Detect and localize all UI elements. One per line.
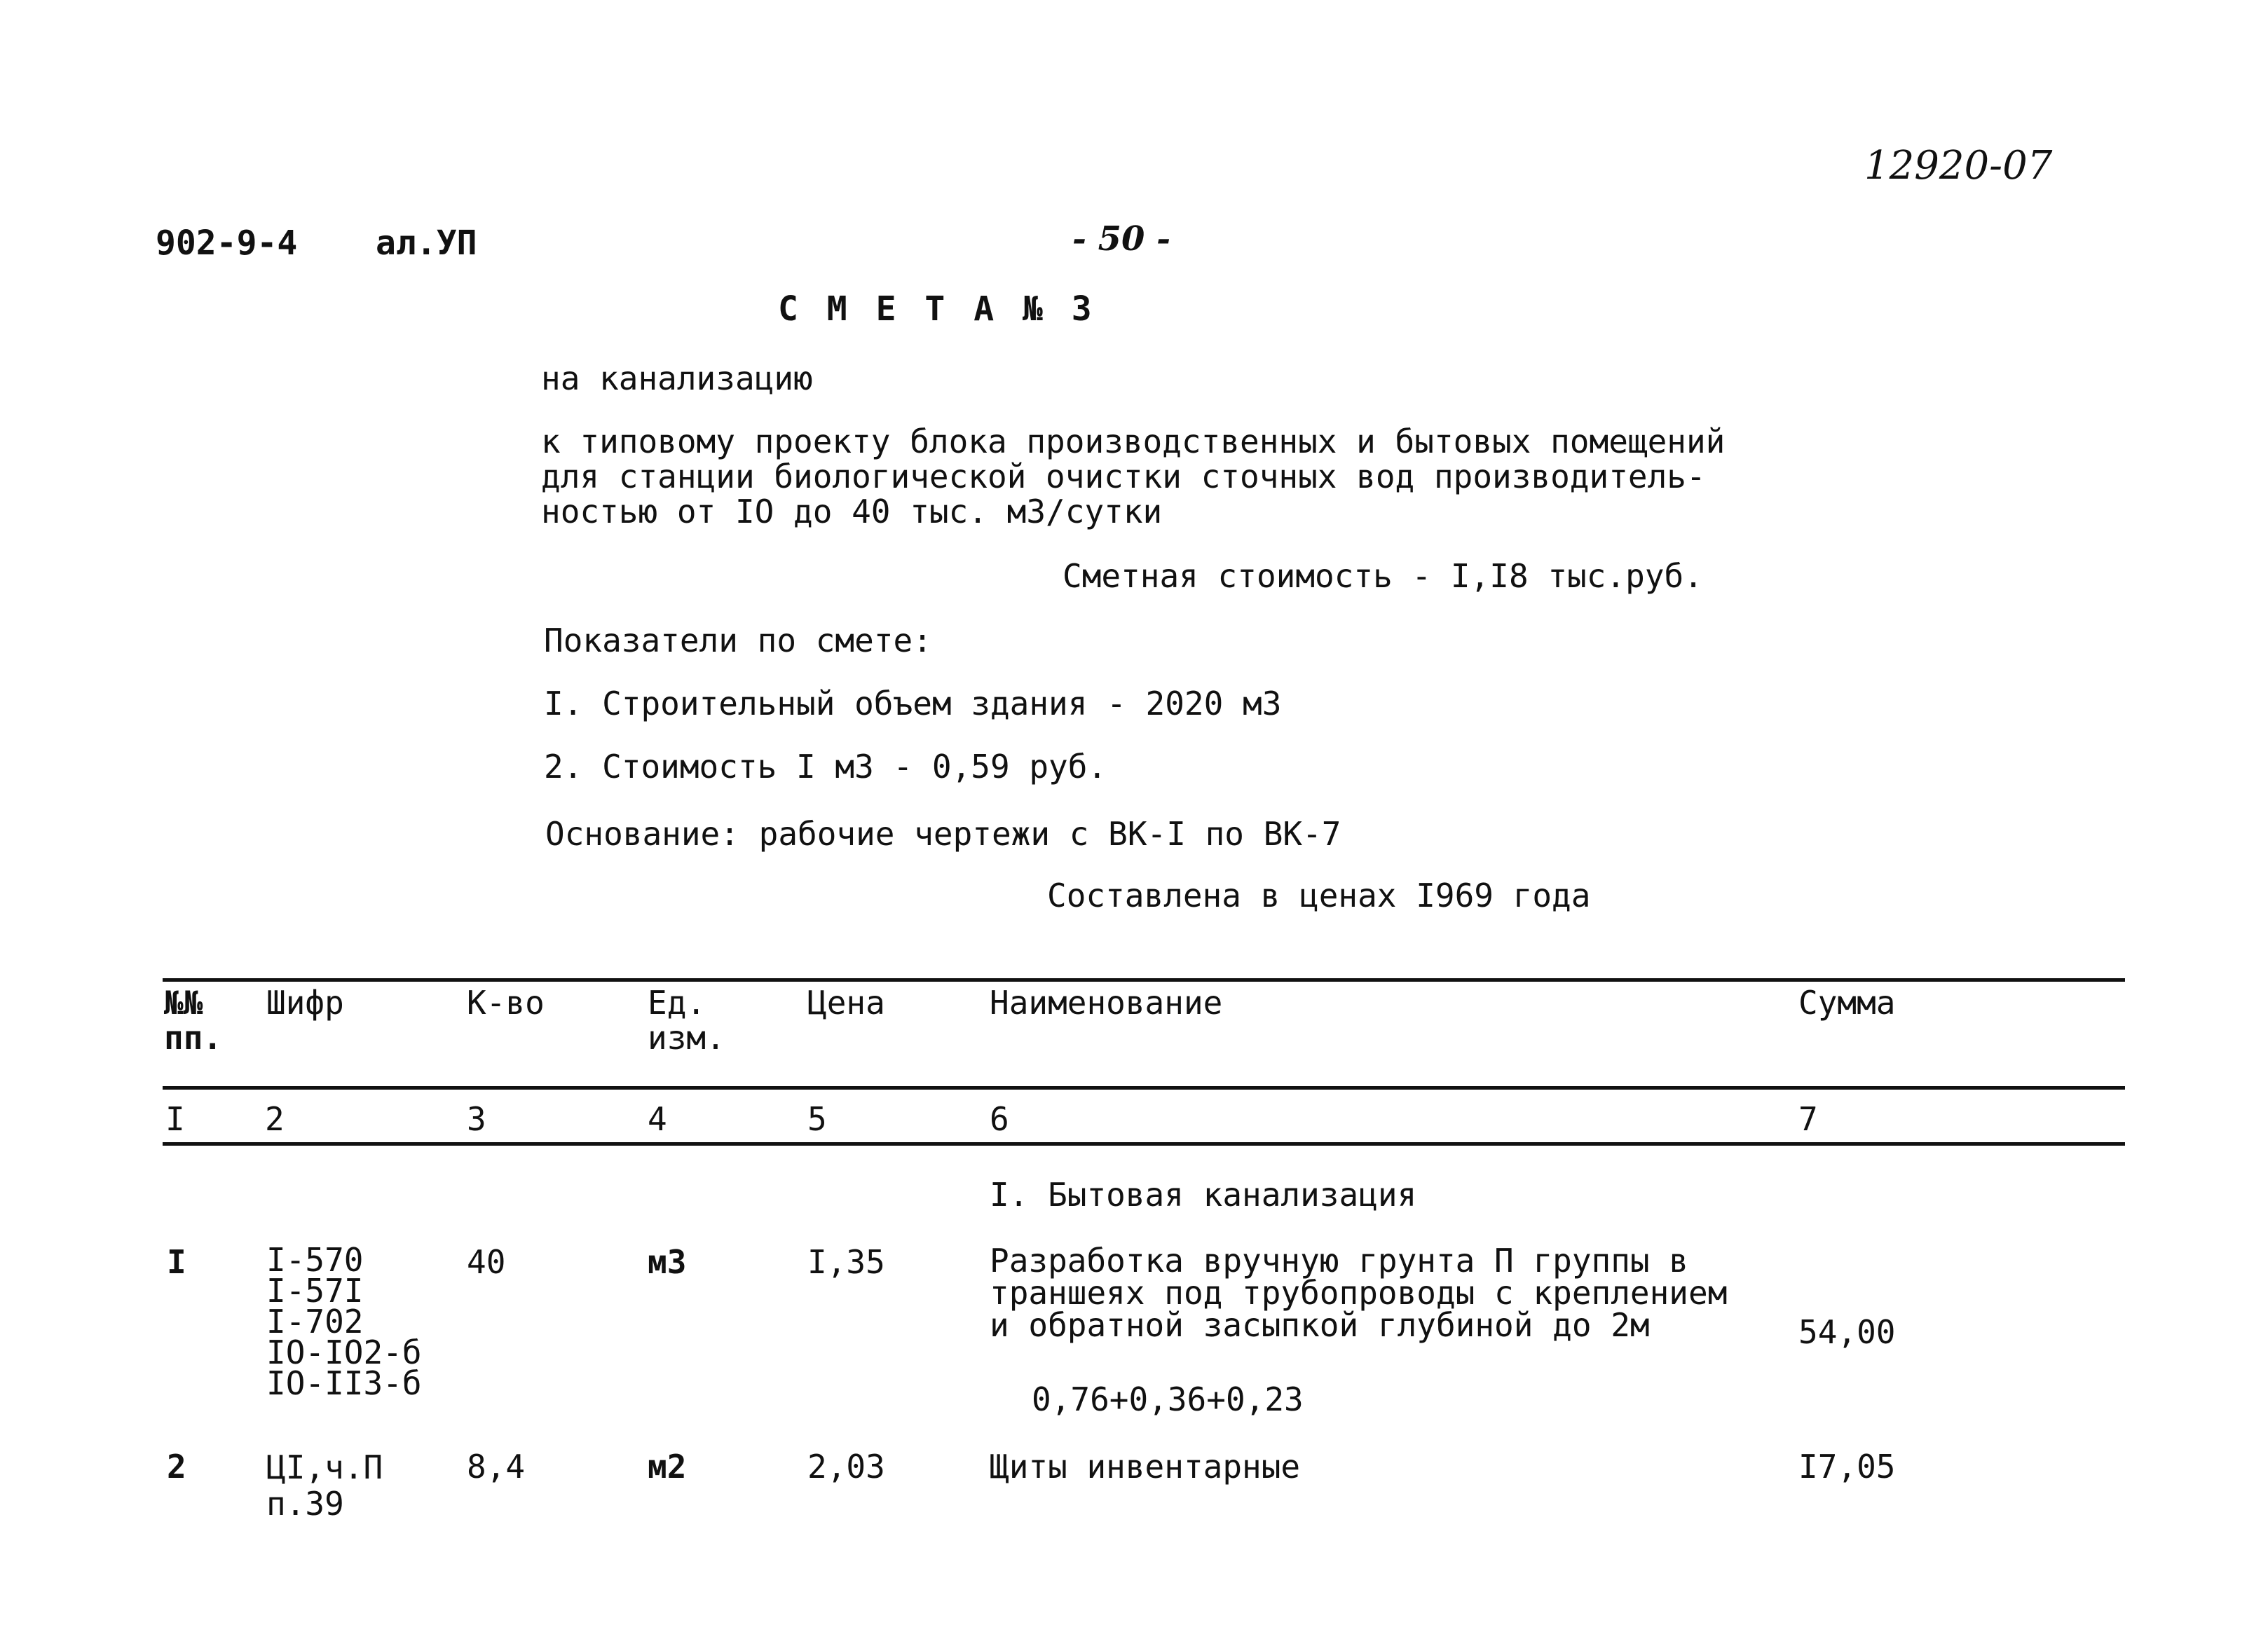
column-number-2: 2 bbox=[265, 1100, 285, 1138]
header-bottom-rule bbox=[163, 1086, 2125, 1090]
column-number-5: 5 bbox=[807, 1100, 827, 1138]
header-unit: Ед. изм. bbox=[648, 984, 725, 1057]
header-name: Наименование bbox=[990, 984, 1223, 1022]
column-number-4: 4 bbox=[648, 1100, 667, 1138]
archive-code: 12920-07 bbox=[1864, 143, 2053, 188]
row-2-sum: I7,05 bbox=[1798, 1448, 1896, 1486]
page-number: - 50 - bbox=[1072, 219, 1171, 259]
indicator-unit-cost: 2. Стоимость I м3 - 0,59 руб. bbox=[544, 748, 1107, 786]
row-1-calc: 0,76+0,36+0,23 bbox=[1032, 1380, 1304, 1418]
column-numbers-rule bbox=[163, 1142, 2125, 1146]
indicator-volume: I. Строительный объем здания - 2020 м3 bbox=[544, 685, 1282, 722]
header-sum: Сумма bbox=[1798, 984, 1896, 1022]
album-number: ал.УП bbox=[376, 224, 477, 263]
header-code: Шифр bbox=[266, 984, 344, 1022]
project-line-2: для станции биологической очистки сточных вод производитель- bbox=[541, 458, 1706, 495]
row-1-price: I,35 bbox=[807, 1243, 885, 1281]
project-line-1: к типовому проекту блока производственных и бытовых помещений bbox=[541, 423, 1726, 460]
header-num: №№ пп. bbox=[164, 984, 223, 1057]
project-line-3: ностью от IO до 40 тыс. м3/сутки bbox=[541, 493, 1163, 530]
table-top-rule bbox=[163, 978, 2125, 982]
row-2-price: 2,03 bbox=[807, 1448, 885, 1486]
row-1-num: I bbox=[167, 1243, 186, 1281]
row-2-code: ЦI,ч.П п.39 bbox=[266, 1448, 383, 1523]
column-number-7: 7 bbox=[1798, 1100, 1818, 1138]
column-number-1: I bbox=[165, 1100, 185, 1138]
header-qty: К-во bbox=[467, 984, 545, 1022]
estimated-cost: Сметная стоимость - I,I8 тыс.руб. bbox=[1063, 557, 1703, 595]
document-subtitle: на канализацию bbox=[541, 359, 813, 397]
row-1-qty: 40 bbox=[467, 1243, 506, 1281]
section-title: I. Бытовая канализация bbox=[990, 1176, 1417, 1214]
column-number-6: 6 bbox=[990, 1100, 1009, 1138]
row-2-qty: 8,4 bbox=[467, 1448, 526, 1486]
row-1-code: I-570 I-57I I-702 IO-IO2-б IO-II3-б bbox=[266, 1241, 422, 1402]
row-1-unit: м3 bbox=[648, 1243, 687, 1281]
doc-code: 902-9-4 bbox=[156, 224, 298, 263]
column-number-3: 3 bbox=[467, 1100, 486, 1138]
row-1-name: Разработка вручную грунта П группы в траншеях под трубопроводы с креплением и обратной засыпкой глубиной до 2м bbox=[990, 1242, 1728, 1344]
prices-note: Составлена в ценах I969 года bbox=[1047, 877, 1591, 914]
row-1-sum: 54,00 bbox=[1798, 1313, 1896, 1351]
row-2-num: 2 bbox=[167, 1448, 186, 1486]
indicators-heading: Показатели по смете: bbox=[544, 622, 932, 659]
basis-line: Основание: рабочие чертежи с ВК-I по ВК-7 bbox=[545, 815, 1341, 853]
document-title: С М Е Т А № 3 bbox=[778, 289, 1096, 329]
row-2-name: Щиты инвентарные bbox=[990, 1448, 1301, 1486]
row-2-unit: м2 bbox=[648, 1448, 687, 1486]
header-price: Цена bbox=[807, 984, 885, 1022]
